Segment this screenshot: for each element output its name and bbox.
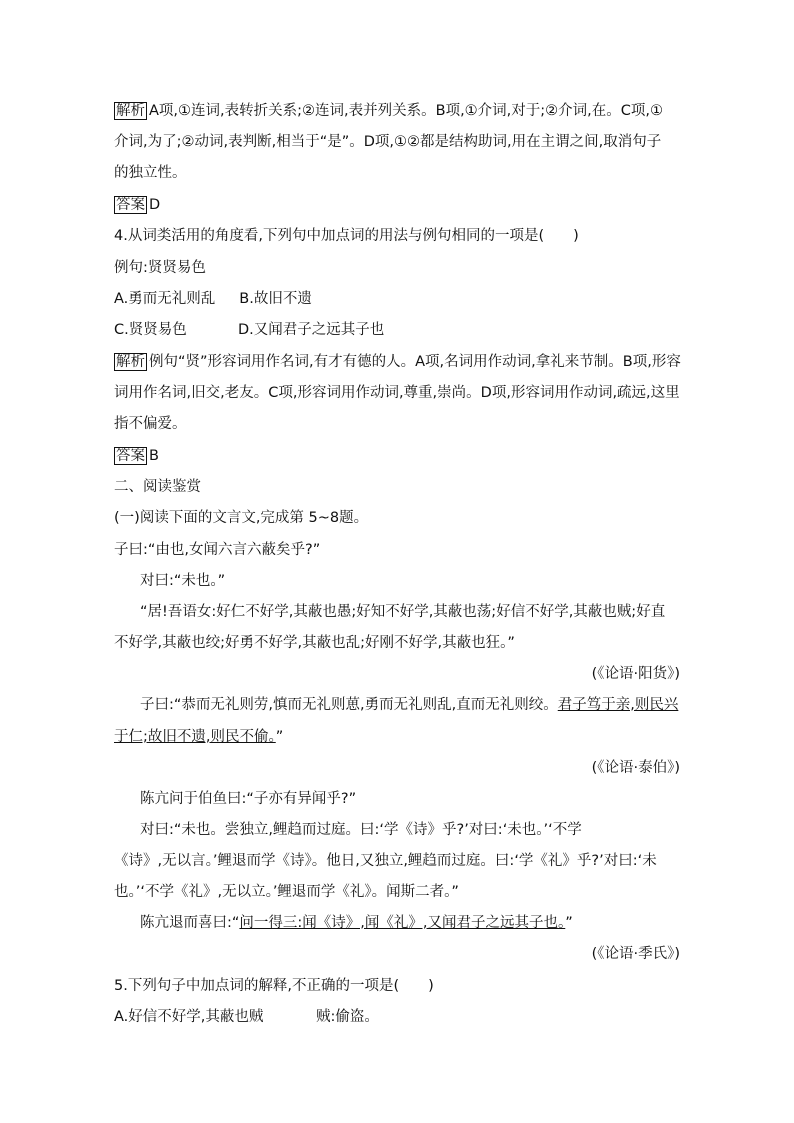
analysis-tag: 解析 — [116, 354, 145, 370]
question-5-option-a — [114, 1007, 379, 1027]
passage-line: 《诗》,无以言。’鲤退而学《诗》。他日,又独立,鲤趋而过庭。曰:‘学《礼》乎?’对曰:‘未 — [114, 853, 657, 869]
option-a: A.好信不好学,其蔽也贼 — [114, 1009, 264, 1025]
underlined-text: 问一得三:闻《诗》,闻《礼》,又闻君子之远其子也。 — [239, 915, 566, 931]
question-4-stem: 4.从词类活用的角度看,下列句中加点词的用法与例句相同的一项是( ) — [114, 228, 579, 244]
option-c: C.贤贤易色 — [114, 322, 187, 338]
question-4-options-ab — [114, 289, 312, 309]
analysis-line: 解析 例句“贤”形容词用作名词,有才有德的人。A项,名词用作动词,拿礼来节制。B项,形容 — [116, 354, 681, 370]
source-citation: (《论语·季氏》) — [591, 946, 680, 962]
answer-line: 答案 D — [116, 197, 161, 213]
underlined-text: 君子笃于亲,则民兴 — [557, 697, 679, 713]
subsection-heading: (一)阅读下面的文言文,完成第 5~8题。 — [114, 510, 369, 526]
passage-line: 子曰:“由也,女闻六言六蔽矣乎?” — [114, 542, 321, 558]
answer-line: 答案 B — [116, 448, 159, 464]
source-citation: (《论语·泰伯》) — [591, 760, 680, 776]
passage-line: 也。’‘不学《礼》,无以立。’鲤退而学《礼》。闻斯二者。” — [114, 884, 459, 900]
passage-line: 陈亢问于伯鱼曰:“子亦有异闻乎?” — [140, 791, 357, 807]
option-d: D.又闻君子之远其子也 — [238, 322, 385, 338]
question-5-stem: 5.下列句子中加点词的解释,不正确的一项是( ) — [114, 978, 434, 994]
answer-tag: 答案 — [116, 448, 145, 464]
question-4-example: 例句:贤贤易色 — [114, 260, 206, 276]
passage-line: “居!吾语女:好仁不好学,其蔽也愚;好知不好学,其蔽也荡;好信不好学,其蔽也贼;好直 — [140, 604, 666, 620]
answer-tag: 答案 — [116, 197, 145, 213]
question-4-options-cd — [114, 320, 384, 340]
analysis-line: 词用作名词,旧交,老友。C项,形容词用作动词,尊重,崇尚。D项,形容词用作动词,疏远,这里 — [114, 385, 680, 401]
option-a-explanation: 贼:偷盗。 — [316, 1009, 379, 1025]
analysis-line: 的独立性。 — [114, 165, 187, 181]
section-heading: 二、阅读鉴赏 — [114, 479, 201, 495]
passage-line: 对曰:“未也。” — [140, 573, 226, 589]
passage-line: 子曰:“恭而无礼则劳,慎而无礼则葸,勇而无礼则乱,直而无礼则绞。君子笃于亲,则民兴 — [140, 697, 679, 713]
analysis-line: 指不偏爱。 — [114, 416, 187, 432]
passage-line: 对曰:“未也。尝独立,鲤趋而过庭。曰:‘学《诗》乎?’对曰:‘未也。’‘不学 — [140, 822, 582, 838]
passage-line: 陈亢退而喜曰:“问一得三:闻《诗》,闻《礼》,又闻君子之远其子也。” — [140, 915, 573, 931]
passage-line: 不好学,其蔽也绞;好勇不好学,其蔽也乱;好刚不好学,其蔽也狂。” — [114, 635, 515, 651]
analysis-line: 介词,为了;②动词,表判断,相当于“是”。D项,①②都是结构助词,用在主谓之间,取消句子 — [114, 134, 662, 150]
option-b: B.故旧不遗 — [239, 291, 312, 307]
analysis-line: 解析 A项,①连词,表转折关系;②连词,表并列关系。B项,①介词,对于;②介词,在。C项,① — [116, 103, 664, 119]
analysis-tag: 解析 — [116, 103, 145, 119]
option-a: A.勇而无礼则乱 — [114, 291, 216, 307]
passage-line: 于仁;故旧不遗,则民不偷。” — [114, 729, 284, 745]
underlined-text: 于仁;故旧不遗,则民不偷。 — [114, 729, 276, 745]
source-citation: (《论语·阳货》) — [591, 666, 680, 682]
